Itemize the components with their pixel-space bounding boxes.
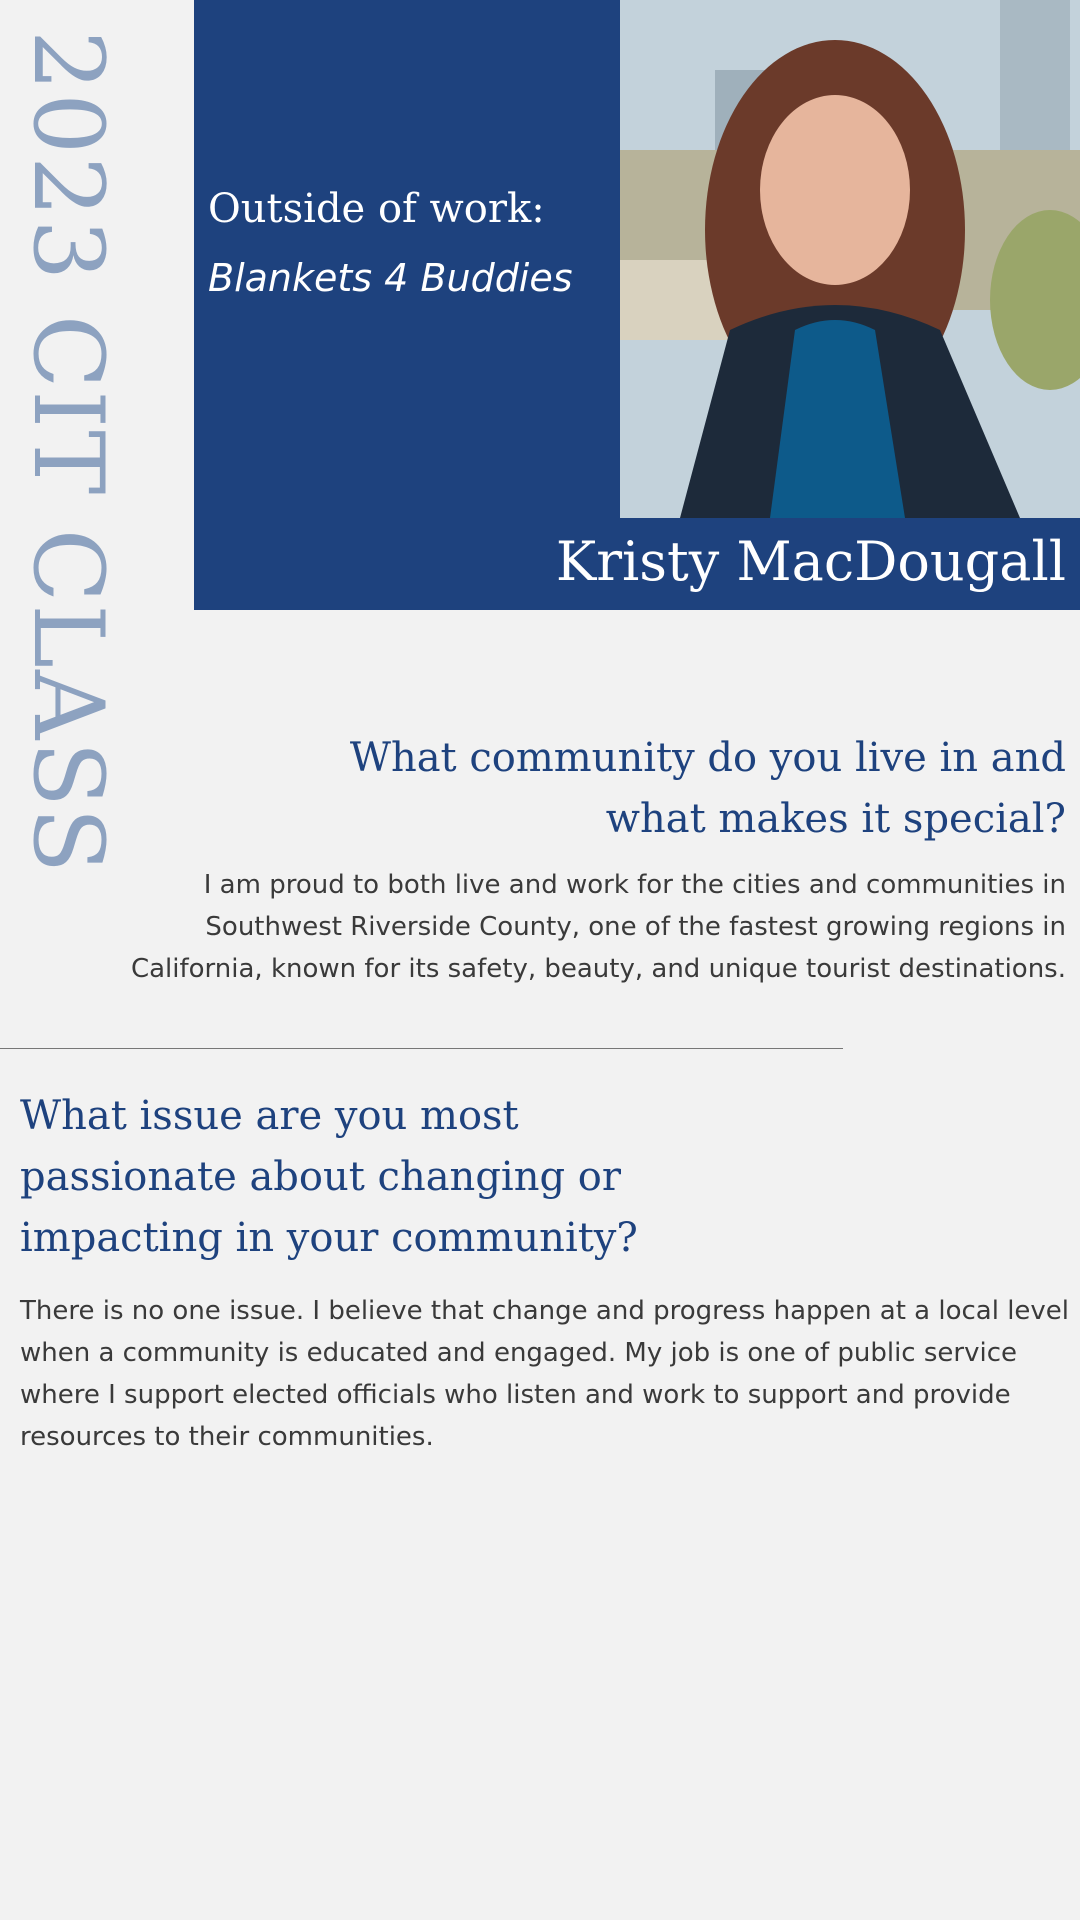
section-divider — [0, 1048, 843, 1049]
portrait-icon — [620, 0, 1080, 518]
outside-work-label: Outside of work: — [208, 186, 545, 232]
person-name: Kristy MacDougall — [555, 530, 1066, 593]
question-issue-answer: There is no one issue. I believe that change and progress happen at a local level when a community is educated and engaged. My job is one of public service where I support elected officials who listen and work to support and provide resources to their communities. — [20, 1296, 1070, 1452]
class-title-vertical: 2023 CIT CLASS — [12, 30, 124, 876]
question-issue-heading: What issue are you most passionate about changing or impacting in your community? — [20, 1093, 638, 1261]
outside-work-value: Blankets 4 Buddies — [208, 256, 573, 300]
profile-photo — [620, 0, 1080, 518]
question-community-heading: What community do you live in and what makes it special? — [349, 735, 1066, 842]
question-community-answer: I am proud to both live and work for the cities and communities in Southwest Riverside County, one of the fastest growing regions in California, known for its safety, beauty, and unique tourist destinations. — [130, 870, 1066, 984]
